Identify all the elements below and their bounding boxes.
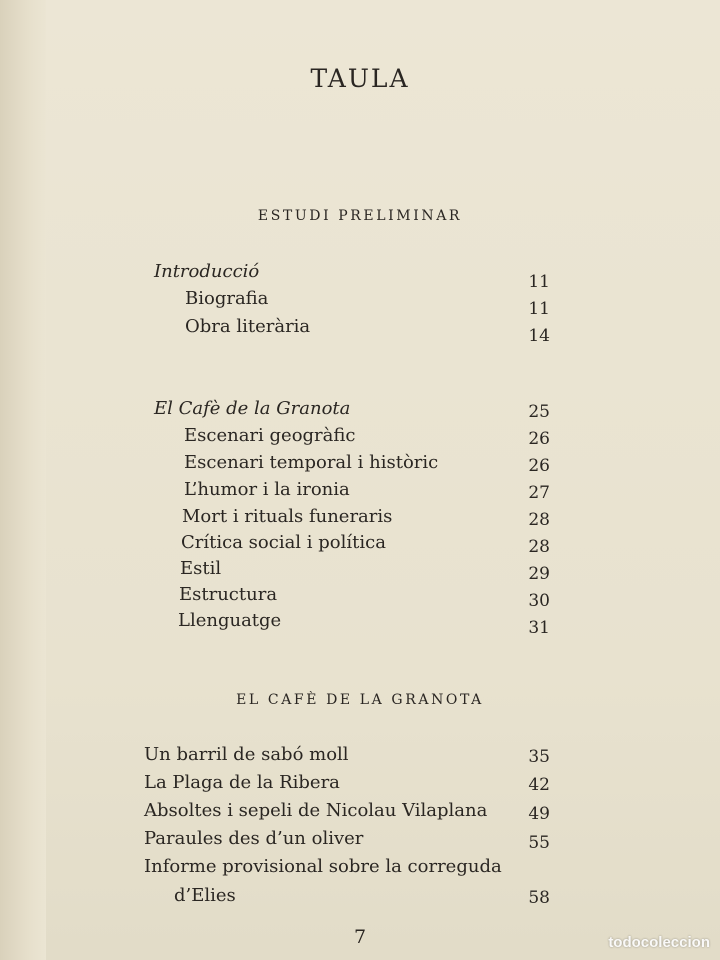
toc-page-number: 58 xyxy=(528,888,550,908)
toc-entry: Llenguatge xyxy=(178,610,282,631)
toc-page-number: 35 xyxy=(528,747,550,767)
toc-entry-continuation: d’Elies xyxy=(174,885,236,906)
toc-page-number: 31 xyxy=(528,618,550,638)
toc-entry: Crítica social i política xyxy=(181,532,386,553)
page-title: TAULA xyxy=(310,64,410,93)
toc-page-number: 26 xyxy=(528,456,550,476)
toc-page-number: 11 xyxy=(528,272,550,292)
toc-page-number: 55 xyxy=(528,833,550,853)
toc-page-number: 28 xyxy=(528,510,550,530)
toc-page-number: 42 xyxy=(528,775,550,795)
toc-entry: Estil xyxy=(180,558,222,579)
toc-page-number: 11 xyxy=(528,299,550,319)
toc-entry: Informe provisional sobre la correguda xyxy=(144,856,502,877)
toc-page-number: 27 xyxy=(528,483,550,503)
toc-entry: Obra literària xyxy=(185,316,311,337)
toc-entry: Mort i rituals funeraris xyxy=(182,506,393,527)
toc-page-number: 26 xyxy=(528,429,550,449)
toc-entry: Estructura xyxy=(179,584,278,605)
toc-entry: L’humor i la ironia xyxy=(184,479,350,500)
left-page-edge xyxy=(0,0,47,960)
toc-page-number: 29 xyxy=(528,564,550,584)
toc-page-number: 30 xyxy=(528,591,550,611)
toc-entry: Escenari geogràfic xyxy=(184,425,356,446)
toc-entry: Un barril de sabó moll xyxy=(144,744,349,765)
section-heading-preliminar: ESTUDI PRELIMINAR xyxy=(257,208,463,224)
page-number: 7 xyxy=(353,926,367,948)
toc-entry: Escenari temporal i històric xyxy=(184,452,439,473)
toc-page-number: 14 xyxy=(528,326,550,346)
toc-entry: La Plaga de la Ribera xyxy=(144,772,340,793)
toc-entry: Paraules des d’un oliver xyxy=(144,828,364,849)
toc-entry: Biografia xyxy=(185,288,269,309)
toc-page-number: 28 xyxy=(528,537,550,557)
toc-page-number: 49 xyxy=(528,804,550,824)
toc-group-title: Introducció xyxy=(154,261,260,282)
toc-page-number: 25 xyxy=(528,402,550,422)
watermark: todocoleccion xyxy=(608,934,710,951)
section-heading-cafe: EL CAFÈ DE LA GRANOTA xyxy=(236,692,484,708)
toc-entry: Absoltes i sepeli de Nicolau Vilaplana xyxy=(144,800,488,821)
toc-group-title: El Cafè de la Granota xyxy=(154,398,351,419)
